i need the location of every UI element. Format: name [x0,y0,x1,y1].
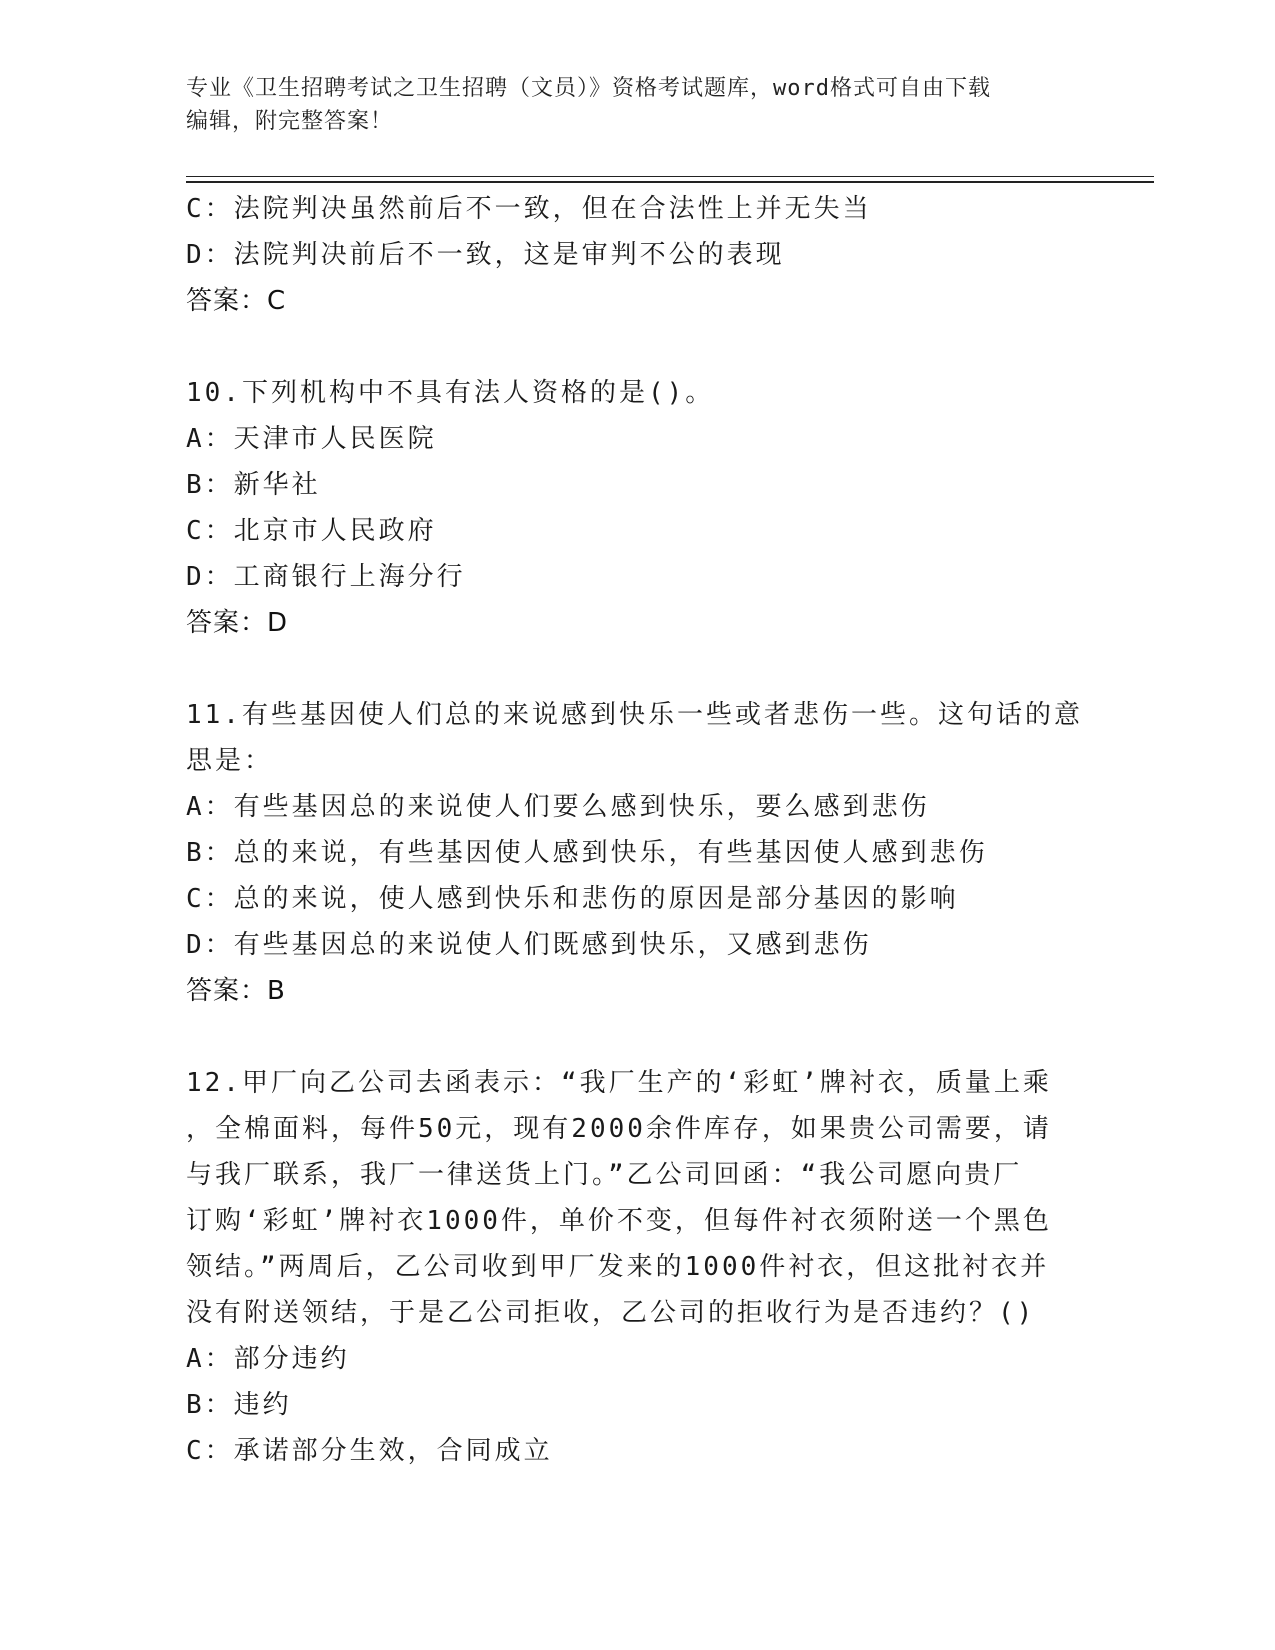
q11-answer: 答案：B [186,976,286,1006]
q10-option-c: C：北京市人民政府 [186,516,437,546]
q11-stem-line-1: 11.有些基因使人们总的来说感到快乐一些或者悲伤一些。这句话的意 [186,700,1083,730]
q10-answer: 答案：D [186,608,289,638]
spacer [186,324,1086,370]
q12-stem-line-6: 没有附送领结，于是乙公司拒收，乙公司的拒收行为是否违约？() [186,1298,1036,1328]
q9-answer: 答案：C [186,286,287,316]
q12-stem-line-2: ，全棉面料，每件50元，现有2000余件库存，如果贵公司需要，请 [186,1114,1052,1144]
q12-stem-line-5: 领结。”两周后，乙公司收到甲厂发来的1000件衬衣，但这批衬衣并 [186,1252,1050,1282]
q11-stem-line-2: 思是： [186,746,274,776]
q12-option-b: B：违约 [186,1390,292,1420]
q12-stem-line-3: 与我厂联系，我厂一律送货上门。”乙公司回函：“我公司愿向贵厂 [186,1160,1023,1190]
document-body [186,186,1086,1474]
spacer [186,1014,1086,1060]
q11-option-a: A：有些基因总的来说使人们要么感到快乐，要么感到悲伤 [186,792,930,822]
q12-stem-line-4: 订购‘彩虹’牌衬衣1000件，单价不变，但每件衬衣须附送一个黑色 [186,1206,1052,1236]
header-rule-thick [186,181,1154,183]
question-10 [186,370,1086,646]
q10-stem: 10.下列机构中不具有法人资格的是()。 [186,378,715,408]
page-header [186,72,1066,138]
q9-option-c: C：法院判决虽然前后不一致，但在合法性上并无失当 [186,194,872,224]
header-rule-thin [186,176,1154,177]
q12-stem-line-1: 12.甲厂向乙公司去函表示：“我厂生产的‘彩虹’牌衬衣，质量上乘 [186,1068,1052,1098]
q11-option-c: C：总的来说，使人感到快乐和悲伤的原因是部分基因的影响 [186,884,959,914]
header-line-2: 编辑，附完整答案！ [186,109,394,134]
q9-option-d: D：法院判决前后不一致，这是审判不公的表现 [186,240,785,270]
question-12 [186,1060,1086,1474]
spacer [186,646,1086,692]
q12-option-a: A：部分违约 [186,1344,350,1374]
q12-option-c: C：承诺部分生效，合同成立 [186,1436,553,1466]
q11-option-d: D：有些基因总的来说使人们既感到快乐，又感到悲伤 [186,930,872,960]
q10-option-b: B：新华社 [186,470,321,500]
q10-option-a: A：天津市人民医院 [186,424,437,454]
question-9-tail [186,186,1086,324]
header-line-1: 专业《卫生招聘考试之卫生招聘（文员）》资格考试题库，word格式可自由下载 [186,76,991,101]
q11-option-b: B：总的来说，有些基因使人感到快乐，有些基因使人感到悲伤 [186,838,988,868]
q10-option-d: D：工商银行上海分行 [186,562,466,592]
question-11 [186,692,1086,1014]
